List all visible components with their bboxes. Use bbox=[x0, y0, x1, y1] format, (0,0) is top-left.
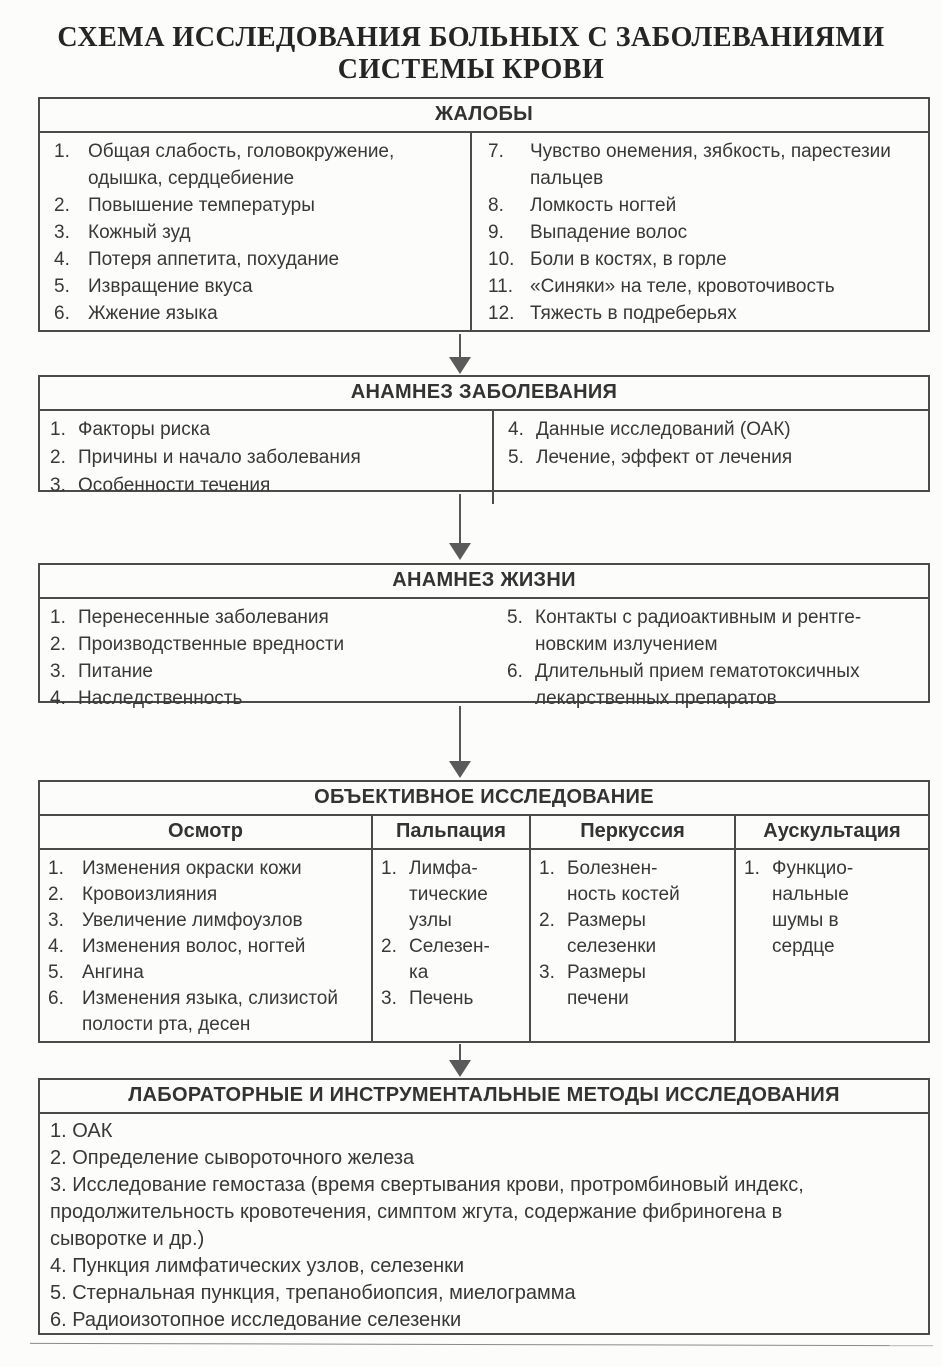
disease-history-header: АНАМНЕЗ ЗАБОЛЕВАНИЯ bbox=[40, 377, 928, 411]
title-line-1: СХЕМА ИССЛЕДОВАНИЯ БОЛЬНЫХ С ЗАБОЛЕВАНИЯМИ bbox=[57, 22, 885, 53]
list-item bbox=[54, 273, 462, 300]
item-number: 6. bbox=[507, 661, 523, 682]
list-item bbox=[54, 246, 462, 273]
item-number: 3. bbox=[48, 910, 64, 931]
item-number: 1. bbox=[539, 858, 555, 879]
item-number: 6. bbox=[54, 303, 70, 324]
item-text: Жжение языка bbox=[88, 303, 218, 324]
item-text: Болезненность костей bbox=[567, 858, 680, 905]
lab-methods-list bbox=[40, 1114, 928, 1334]
auscultation-list bbox=[736, 850, 928, 1042]
item-number: 4. bbox=[48, 936, 64, 957]
item-number: 8. bbox=[488, 195, 504, 216]
item-text: Ломкость ногтей bbox=[530, 195, 677, 216]
item-number: 3. bbox=[54, 222, 70, 243]
item-text: Питание bbox=[78, 661, 153, 682]
list-item bbox=[381, 856, 525, 934]
item-text: Повышение температуры bbox=[88, 195, 315, 216]
list-item bbox=[54, 138, 462, 192]
down-arrow-icon bbox=[448, 1044, 472, 1077]
column-header-inspection: Осмотр bbox=[40, 816, 373, 848]
list-item bbox=[507, 658, 920, 712]
page-title bbox=[0, 22, 942, 86]
complaints-left-list bbox=[40, 133, 472, 331]
item-number: 3. bbox=[50, 661, 66, 682]
item-number: 1. bbox=[381, 858, 397, 879]
item-number: 2. bbox=[54, 195, 70, 216]
life-history-section bbox=[38, 563, 930, 709]
item-number: 1. bbox=[50, 419, 66, 440]
list-item bbox=[381, 986, 525, 1012]
item-number: 1. bbox=[54, 141, 70, 162]
list-item bbox=[488, 192, 920, 219]
list-item bbox=[48, 934, 367, 960]
life-history-right-list bbox=[495, 599, 928, 716]
percussion-list bbox=[531, 850, 736, 1042]
list-item: 5. Стернальная пункция, трепанобиопсия, миелограмма bbox=[50, 1282, 576, 1304]
item-number: 2. bbox=[50, 634, 66, 655]
item-number: 2. bbox=[539, 910, 555, 931]
disease-history-section bbox=[38, 375, 930, 496]
list-item bbox=[744, 856, 924, 960]
list-item: 4. Пункция лимфатических узлов, селезенки bbox=[50, 1255, 465, 1277]
item-text: Длительный прием гематотоксичных лекарственных препаратов bbox=[535, 661, 860, 709]
life-history-left-list bbox=[40, 599, 495, 716]
list-item bbox=[48, 908, 367, 934]
list-item bbox=[48, 856, 367, 882]
arrow-head bbox=[449, 1060, 471, 1077]
item-number: 3. bbox=[381, 988, 397, 1009]
item-text: Изменения языка, слизистой полости рта, десен bbox=[82, 988, 338, 1035]
arrow-head bbox=[449, 357, 471, 374]
list-item bbox=[48, 960, 367, 986]
life-history-columns bbox=[40, 599, 928, 716]
item-text: Печень bbox=[409, 988, 474, 1009]
list-item bbox=[50, 472, 484, 500]
list-item bbox=[507, 604, 920, 658]
column-header-percussion: Перкуссия bbox=[531, 816, 736, 848]
list-item bbox=[50, 416, 484, 444]
life-history-header: АНАМНЕЗ ЖИЗНИ bbox=[40, 565, 928, 599]
item-text: Ангина bbox=[82, 962, 144, 983]
item-text: Боли в костях, в горле bbox=[530, 249, 727, 270]
objective-exam-column-headers bbox=[40, 816, 928, 850]
item-number: 4. bbox=[508, 419, 524, 440]
list-item bbox=[508, 416, 920, 444]
item-number: 3. bbox=[539, 962, 555, 983]
lab-methods-header: ЛАБОРАТОРНЫЕ И ИНСТРУМЕНТАЛЬНЫЕ МЕТОДЫ ИССЛЕДОВАНИЯ bbox=[40, 1080, 928, 1114]
item-text: Выпадение волос bbox=[530, 222, 688, 243]
item-number: 4. bbox=[50, 688, 66, 709]
scan-artifact-line bbox=[30, 1343, 933, 1346]
arrow-head bbox=[449, 761, 471, 778]
list-item bbox=[488, 219, 920, 246]
item-text: Потеря аппетита, похудание bbox=[88, 249, 340, 270]
list-item bbox=[50, 444, 484, 472]
item-number: 12. bbox=[488, 303, 515, 324]
item-number: 1. bbox=[50, 607, 66, 628]
item-text: Извращение вкуса bbox=[88, 276, 253, 297]
item-number: 10. bbox=[488, 249, 515, 270]
item-text: Данные исследований (ОАК) bbox=[536, 419, 791, 440]
objective-exam-section bbox=[38, 780, 930, 1043]
item-number: 2. bbox=[48, 884, 64, 905]
title-line-2: СИСТЕМЫ КРОВИ bbox=[337, 54, 605, 85]
item-number: 1. bbox=[744, 858, 760, 879]
item-text: «Синяки» на теле, кровоточивость bbox=[530, 276, 835, 297]
item-text: Размеры печени bbox=[567, 962, 646, 1009]
item-number: 1. bbox=[48, 858, 64, 879]
list-item bbox=[48, 986, 367, 1038]
list-item bbox=[50, 631, 487, 658]
column-header-auscultation: Аускультация bbox=[763, 820, 901, 842]
arrow-shaft bbox=[459, 706, 461, 761]
item-text: Размеры селезенки bbox=[567, 910, 657, 957]
down-arrow-icon bbox=[448, 494, 472, 560]
palpation-list bbox=[373, 850, 531, 1042]
list-item bbox=[54, 300, 462, 327]
list-item bbox=[50, 604, 487, 631]
item-text: Общая слабость, головокружение, одышка, сердцебиение bbox=[88, 141, 395, 189]
lab-methods-section bbox=[38, 1078, 930, 1335]
item-number: 2. bbox=[381, 936, 397, 957]
list-item: 3. Исследование гемостаза (время свертывания крови, протромбиновый индекс, продолжительность кровотечения, симптом жгута, содержание фибриногена в сыворотке и др.) bbox=[50, 1174, 804, 1250]
column-header-palpation: Пальпация bbox=[373, 816, 531, 848]
item-text: Лечение, эффект от лечения bbox=[536, 447, 793, 468]
list-item: 1. ОАК bbox=[50, 1120, 113, 1142]
objective-exam-content bbox=[40, 850, 928, 1042]
list-item bbox=[54, 219, 462, 246]
list-item bbox=[54, 192, 462, 219]
complaints-header: ЖАЛОБЫ bbox=[40, 99, 928, 133]
list-item: 2. Определение сывороточного железа bbox=[50, 1147, 415, 1169]
list-item bbox=[488, 273, 920, 300]
list-item bbox=[488, 138, 920, 192]
item-text: Чувство онемения, зябкость, парестезии пальцев bbox=[530, 141, 891, 189]
disease-history-right-list bbox=[494, 411, 928, 504]
inspection-list bbox=[40, 850, 373, 1042]
objective-exam-header: ОБЪЕКТИВНОЕ ИССЛЕДОВАНИЕ bbox=[40, 782, 928, 816]
item-text: Тяжесть в подреберьях bbox=[530, 303, 737, 324]
complaints-columns bbox=[40, 133, 928, 331]
item-text: Изменения окраски кожи bbox=[82, 858, 302, 879]
complaints-right-list bbox=[472, 133, 928, 331]
item-number: 2. bbox=[50, 447, 66, 468]
down-arrow-icon bbox=[448, 706, 472, 778]
list-item bbox=[50, 658, 487, 685]
list-item: 6. Радиоизотопное исследование селезенки bbox=[50, 1309, 462, 1331]
list-item bbox=[539, 908, 730, 960]
item-text: Увеличение лимфоузлов bbox=[82, 910, 303, 931]
list-item bbox=[539, 960, 730, 1012]
item-text: Особенности течения bbox=[78, 475, 271, 496]
complaints-section bbox=[38, 97, 930, 332]
list-item bbox=[381, 934, 525, 986]
item-number: 6. bbox=[48, 988, 64, 1009]
disease-history-columns bbox=[40, 411, 928, 504]
list-item bbox=[50, 685, 487, 712]
item-number: 5. bbox=[54, 276, 70, 297]
arrow-shaft bbox=[459, 334, 461, 357]
item-text: Производственные вредности bbox=[78, 634, 345, 655]
item-text: Функциональные шумы в сердце bbox=[772, 858, 854, 957]
item-number: 5. bbox=[508, 447, 524, 468]
item-text: Лимфатические узлы bbox=[409, 858, 488, 931]
item-number: 4. bbox=[54, 249, 70, 270]
list-item bbox=[508, 444, 920, 472]
arrow-shaft bbox=[459, 494, 461, 543]
list-item bbox=[488, 300, 920, 327]
item-text: Кожный зуд bbox=[88, 222, 191, 243]
item-text: Контакты с радиоактивным и рентгеновским излучением bbox=[535, 607, 862, 655]
item-text: Факторы риска bbox=[78, 419, 211, 440]
item-number: 3. bbox=[50, 475, 66, 496]
item-number: 9. bbox=[488, 222, 504, 243]
disease-history-left-list bbox=[40, 411, 494, 504]
item-number: 7. bbox=[488, 141, 504, 162]
item-number: 5. bbox=[507, 607, 523, 628]
item-text: Причины и начало заболевания bbox=[78, 447, 361, 468]
list-item bbox=[539, 856, 730, 908]
item-text: Кровоизлияния bbox=[82, 884, 218, 905]
down-arrow-icon bbox=[448, 334, 472, 374]
item-text: Селезенка bbox=[409, 936, 490, 983]
item-text: Изменения волос, ногтей bbox=[82, 936, 306, 957]
arrow-head bbox=[449, 543, 471, 560]
arrow-shaft bbox=[459, 1044, 461, 1060]
item-number: 5. bbox=[48, 962, 64, 983]
list-item bbox=[488, 246, 920, 273]
item-number: 11. bbox=[488, 276, 514, 297]
item-text: Наследственность bbox=[78, 688, 243, 709]
list-item bbox=[48, 882, 367, 908]
item-text: Перенесенные заболевания bbox=[78, 607, 329, 628]
